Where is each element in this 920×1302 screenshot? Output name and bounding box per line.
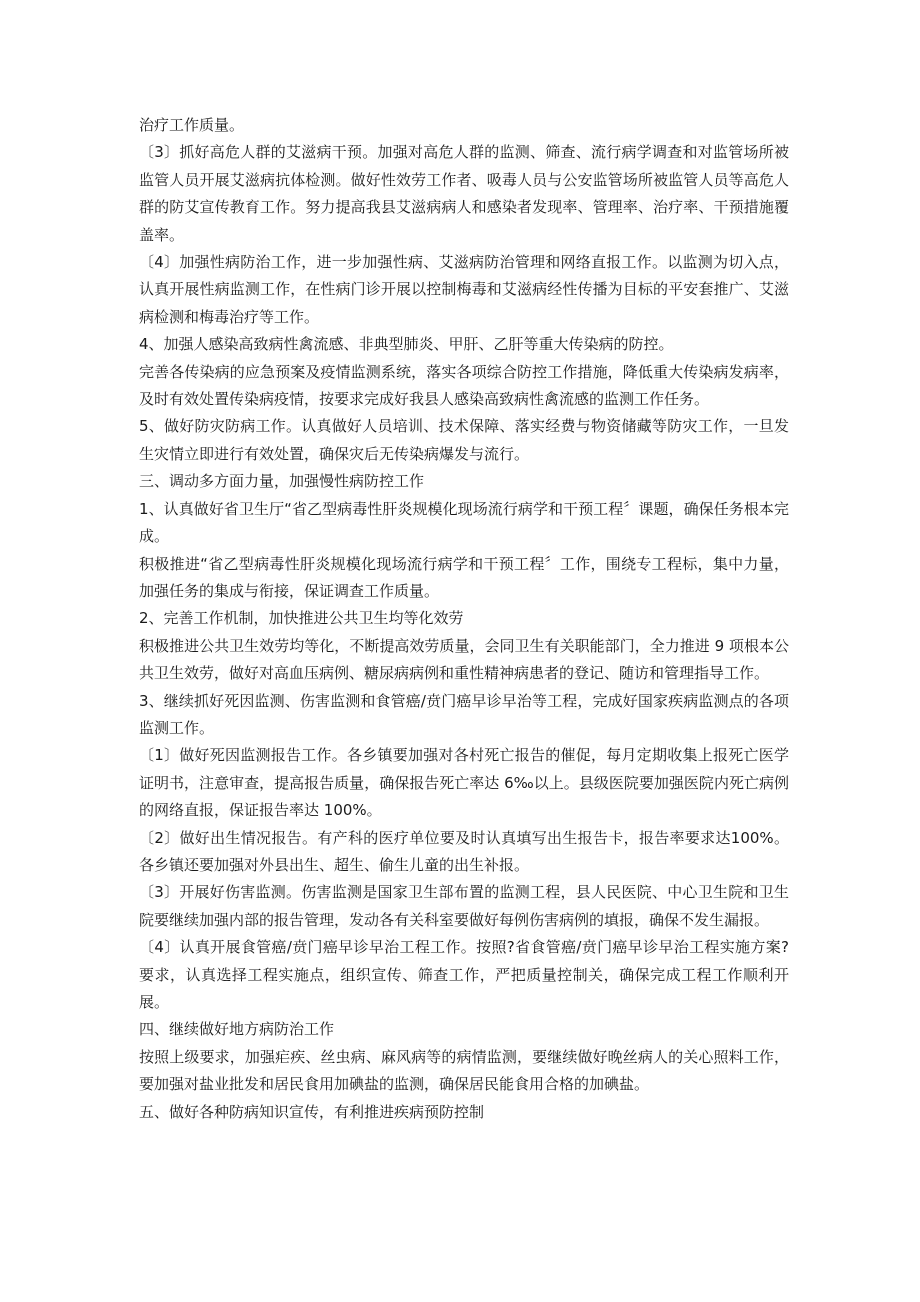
paragraph-15: 〔3〕开展好伤害监测。伤害监测是国家卫生部布置的监测工程，县人民医院、中心卫生院和卫生院要继续加强内部的报告管理，发动各有关科室要做好每例伤害病例的填报，确保不发生漏报。 xyxy=(139,883,789,929)
paragraph-9: 积极推进“省乙型病毒性肝炎规模化现场流行病学和干预工程〞工作，围绕专工程标，集中力量，加强任务的集成与衔接，保证调查工作质量。 xyxy=(139,554,789,600)
paragraph-4: 4、加强人感染高致病性禽流感、非典型肺炎、甲肝、乙肝等重大传染病的防控。 xyxy=(139,335,674,354)
section-heading-5: 五、做好各种防病知识宣传，有利推进疾病预防控制 xyxy=(139,1102,485,1121)
paragraph-16: 〔4〕认真开展食管癌/贲门癌早诊早治工程工作。按照?省食管癌/贲门癌早诊早治工程实施方案?要求，认真选择工程实施点，组织宣传、筛查工作，严把质量控制关，确保完成工程工作顺利开展。 xyxy=(139,938,789,1011)
paragraph-2: 〔3〕抓好高危人群的艾滋病干预。加强对高危人群的监测、筛查、流行病学调查和对监管场所被监管人员开展艾滋病抗体检测。做好性效劳工作者、吸毒人员与公安监管场所被监管人员等高危人群的防艾宣传教育工作。努力提高我县艾滋病病人和感染者发现率、管理率、治疗率、干预措施覆盖率。 xyxy=(139,143,789,244)
paragraph-8: 1、认真做好省卫生厅“省乙型病毒性肝炎规模化现场流行病学和干预工程〞课题，确保任务根本完成。 xyxy=(139,499,789,546)
paragraph-11: 积极推进公共卫生效劳均等化，不断提高效劳质量，会同卫生有关职能部门，全力推进 9 项根本公共卫生效劳，做好对高血压病例、糖尿病病例和重性精神病患者的登记、随访和管理指导工作。 xyxy=(139,636,789,683)
paragraph-10: 2、完善工作机制，加快推进公共卫生均等化效劳 xyxy=(139,609,464,628)
paragraph-3: 〔4〕加强性病防治工作，进一步加强性病、艾滋病防治管理和网络直报工作。以监测为切入点，认真开展性病监测工作，在性病门诊开展以控制梅毒和艾滋病经性传播为目标的平安套推广、艾滋病检测和梅毒治疗等工作。 xyxy=(139,253,789,326)
paragraph-6: 5、做好防灾防病工作。认真做好人员培训、技术保障、落实经费与物资储藏等防灾工作，一旦发生灾情立即进行有效处置，确保灾后无传染病爆发与流行。 xyxy=(139,417,789,463)
document-body xyxy=(139,112,789,1126)
paragraph-5: 完善各传染病的应急预案及疫情监测系统，落实各项综合防控工作措施，降低重大传染病发病率，及时有效处置传染病疫情，按要求完成好我县人感染高致病性禽流感的监测工作任务。 xyxy=(139,362,789,409)
section-heading-4: 四、继续做好地方病防治工作 xyxy=(139,1020,335,1039)
section-heading-3: 三、调动多方面力量，加强慢性病防控工作 xyxy=(139,472,425,491)
paragraph-18: 按照上级要求，加强疟疾、丝虫病、麻风病等的病情监测，要继续做好晚丝病人的关心照料工作，要加强对盐业批发和居民食用加碘盐的监测，确保居民能食用合格的加碘盐。 xyxy=(139,1047,789,1094)
paragraph-12: 3、继续抓好死因监测、伤害监测和食管癌/贲门癌早诊早治等工程，完成好国家疾病监测点的各项监测工作。 xyxy=(139,691,789,737)
paragraph-14: 〔2〕做好出生情况报告。有产科的医疗单位要及时认真填写出生报告卡，报告率要求达100%。各乡镇还要加强对外县出生、超生、偷生儿童的出生补报。 xyxy=(139,828,789,874)
paragraph-13: 〔1〕做好死因监测报告工作。各乡镇要加强对各村死亡报告的催促，每月定期收集上报死亡医学证明书，注意审查，提高报告质量，确保报告死亡率达 6‰以上。县级医院要加强医院内死亡病例的网络直报，保证报告率达 100%。 xyxy=(139,746,789,820)
paragraph-1: 治疗工作质量。 xyxy=(139,116,245,134)
